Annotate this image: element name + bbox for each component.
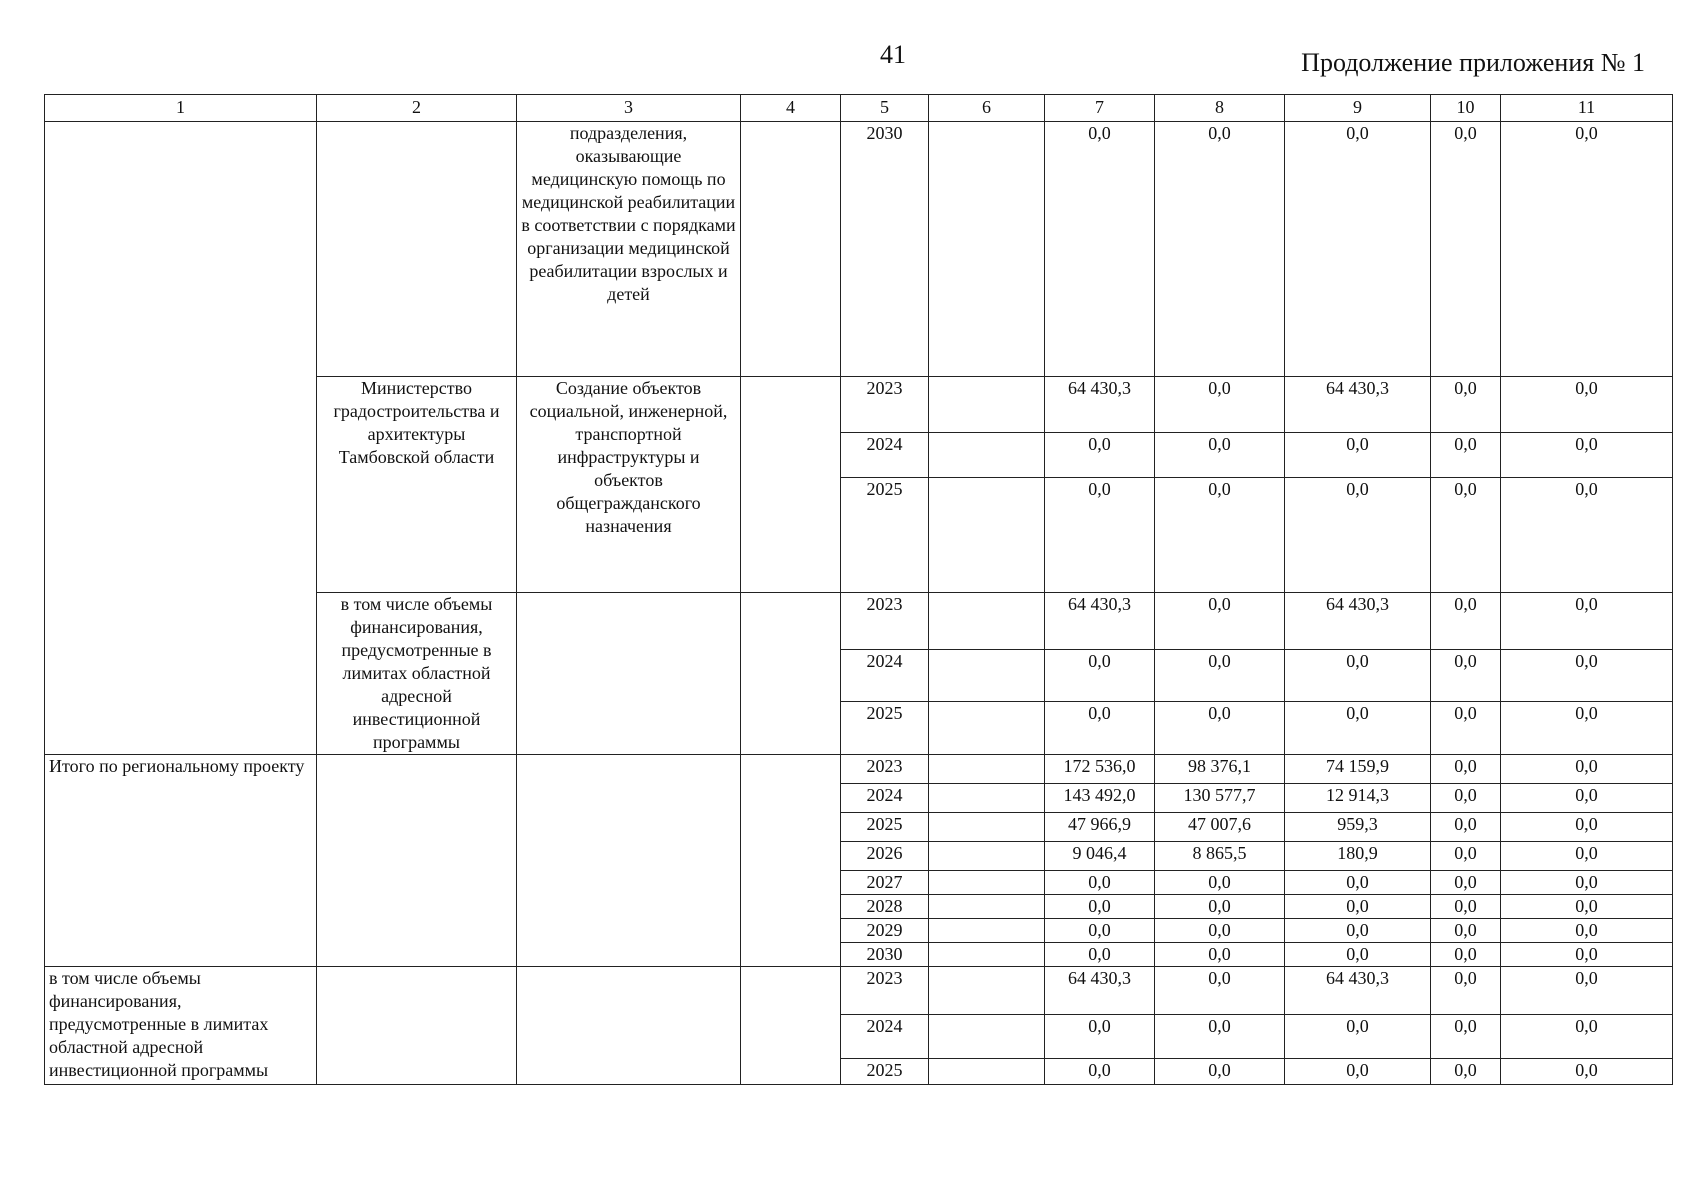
value-cell: 0,0 — [1501, 478, 1673, 593]
value-cell: 0,0 — [1431, 701, 1501, 754]
value-cell: 64 430,3 — [1285, 593, 1431, 650]
value-cell: 0,0 — [1285, 478, 1431, 593]
value-cell: 0,0 — [1501, 784, 1673, 813]
value-cell: 0,0 — [1501, 919, 1673, 943]
value-cell: 0,0 — [1155, 1015, 1285, 1059]
col3-description: Создание объектов социальной, инженерной, транспортной инфраструктуры и объектов общегражданского назначения — [517, 377, 741, 593]
value-cell: 0,0 — [1431, 122, 1501, 377]
col6-cell — [929, 1015, 1045, 1059]
value-cell: 64 430,3 — [1285, 967, 1431, 1015]
value-cell: 0,0 — [1285, 122, 1431, 377]
value-cell: 0,0 — [1155, 943, 1285, 967]
col6-cell — [929, 943, 1045, 967]
value-cell: 0,0 — [1431, 919, 1501, 943]
year-cell: 2023 — [841, 967, 929, 1015]
year-cell: 2024 — [841, 650, 929, 701]
value-cell: 0,0 — [1501, 650, 1673, 701]
value-cell: 0,0 — [1501, 433, 1673, 478]
col6-cell — [929, 377, 1045, 433]
value-cell: 0,0 — [1155, 701, 1285, 754]
year-cell: 2030 — [841, 122, 929, 377]
value-cell: 130 577,7 — [1155, 784, 1285, 813]
year-cell: 2025 — [841, 813, 929, 842]
year-cell: 2024 — [841, 1015, 929, 1059]
value-cell: 0,0 — [1285, 1059, 1431, 1085]
value-cell: 0,0 — [1045, 871, 1155, 895]
value-cell: 0,0 — [1155, 593, 1285, 650]
table-row — [45, 967, 1673, 1015]
page-number: 41 — [880, 40, 906, 69]
table-row — [45, 755, 1673, 784]
value-cell: 172 536,0 — [1045, 755, 1155, 784]
regional-project-total-label: Итого по региональному проекту — [45, 755, 317, 967]
year-cell: 2023 — [841, 377, 929, 433]
value-cell: 0,0 — [1501, 813, 1673, 842]
value-cell: 0,0 — [1155, 1059, 1285, 1085]
value-cell: 0,0 — [1501, 701, 1673, 754]
value-cell: 0,0 — [1431, 593, 1501, 650]
year-cell: 2026 — [841, 842, 929, 871]
value-cell: 0,0 — [1155, 895, 1285, 919]
value-cell: 0,0 — [1155, 433, 1285, 478]
col6-cell — [929, 433, 1045, 478]
value-cell: 0,0 — [1431, 895, 1501, 919]
value-cell: 0,0 — [1431, 650, 1501, 701]
value-cell: 0,0 — [1045, 701, 1155, 754]
col2-empty-cell — [317, 122, 517, 377]
value-cell: 0,0 — [1155, 377, 1285, 433]
col6-cell — [929, 1059, 1045, 1085]
table-row — [45, 122, 1673, 377]
value-cell: 64 430,3 — [1045, 593, 1155, 650]
value-cell: 0,0 — [1501, 895, 1673, 919]
year-cell: 2028 — [841, 895, 929, 919]
col3-empty-cell — [517, 967, 741, 1085]
value-cell: 0,0 — [1285, 433, 1431, 478]
col4-cell — [741, 755, 841, 967]
col6-cell — [929, 871, 1045, 895]
value-cell: 180,9 — [1285, 842, 1431, 871]
value-cell: 0,0 — [1045, 650, 1155, 701]
value-cell: 0,0 — [1285, 701, 1431, 754]
col6-cell — [929, 478, 1045, 593]
value-cell: 0,0 — [1431, 478, 1501, 593]
col-header: 9 — [1285, 95, 1431, 122]
value-cell: 0,0 — [1285, 943, 1431, 967]
value-cell: 0,0 — [1045, 122, 1155, 377]
value-cell: 0,0 — [1431, 377, 1501, 433]
col-header: 1 — [45, 95, 317, 122]
value-cell: 0,0 — [1045, 919, 1155, 943]
col4-cell — [741, 967, 841, 1085]
col-header: 6 — [929, 95, 1045, 122]
value-cell: 0,0 — [1431, 1015, 1501, 1059]
value-cell: 0,0 — [1045, 1059, 1155, 1085]
col3-empty-cell — [517, 593, 741, 755]
value-cell: 64 430,3 — [1045, 377, 1155, 433]
appendix-continuation-label: Продолжение приложения № 1 — [1301, 48, 1645, 77]
value-cell: 47 966,9 — [1045, 813, 1155, 842]
financing-table — [44, 94, 1673, 1085]
col6-cell — [929, 784, 1045, 813]
value-cell: 143 492,0 — [1045, 784, 1155, 813]
col1-empty-cell — [45, 122, 317, 755]
col4-cell — [741, 377, 841, 593]
column-number-header-row — [45, 95, 1673, 122]
value-cell: 0,0 — [1431, 755, 1501, 784]
value-cell: 0,0 — [1501, 122, 1673, 377]
col6-cell — [929, 895, 1045, 919]
value-cell: 64 430,3 — [1285, 377, 1431, 433]
value-cell: 0,0 — [1285, 895, 1431, 919]
col6-cell — [929, 593, 1045, 650]
value-cell: 0,0 — [1501, 871, 1673, 895]
value-cell: 0,0 — [1285, 919, 1431, 943]
value-cell: 0,0 — [1501, 967, 1673, 1015]
value-cell: 0,0 — [1501, 842, 1673, 871]
value-cell: 0,0 — [1155, 650, 1285, 701]
value-cell: 0,0 — [1285, 1015, 1431, 1059]
value-cell: 0,0 — [1045, 433, 1155, 478]
col-header: 2 — [317, 95, 517, 122]
value-cell: 0,0 — [1431, 1059, 1501, 1085]
value-cell: 0,0 — [1431, 967, 1501, 1015]
col4-cell — [741, 122, 841, 377]
year-cell: 2025 — [841, 701, 929, 754]
value-cell: 12 914,3 — [1285, 784, 1431, 813]
year-cell: 2029 — [841, 919, 929, 943]
year-cell: 2030 — [841, 943, 929, 967]
value-cell: 0,0 — [1431, 784, 1501, 813]
value-cell: 0,0 — [1501, 593, 1673, 650]
including-financing-note: в том числе объемы финансирования, предусмотренные в лимитах областной адресной инвестиционной программы — [45, 967, 317, 1085]
value-cell: 0,0 — [1431, 943, 1501, 967]
value-cell: 0,0 — [1155, 967, 1285, 1015]
col6-cell — [929, 813, 1045, 842]
col-header: 8 — [1155, 95, 1285, 122]
value-cell: 0,0 — [1431, 433, 1501, 478]
col6-cell — [929, 755, 1045, 784]
col3-empty-cell — [517, 755, 741, 967]
col2-empty-cell — [317, 755, 517, 967]
col6-cell — [929, 650, 1045, 701]
year-cell: 2025 — [841, 1059, 929, 1085]
year-cell: 2024 — [841, 784, 929, 813]
col6-cell — [929, 967, 1045, 1015]
col-header: 4 — [741, 95, 841, 122]
value-cell: 0,0 — [1501, 1015, 1673, 1059]
col-header: 11 — [1501, 95, 1673, 122]
col6-cell — [929, 701, 1045, 754]
col3-description: подразделения, оказывающие медицинскую помощь по медицинской реабилитации в соответствии с порядками организации медицинской реабилитации взрослых и детей — [517, 122, 741, 377]
year-cell: 2027 — [841, 871, 929, 895]
col6-cell — [929, 122, 1045, 377]
value-cell: 0,0 — [1431, 842, 1501, 871]
value-cell: 0,0 — [1431, 871, 1501, 895]
including-financing-note: в том числе объемы финансирования, предусмотренные в лимитах областной адресной инвестиционной программы — [317, 593, 517, 755]
value-cell: 74 159,9 — [1285, 755, 1431, 784]
year-cell: 2023 — [841, 755, 929, 784]
col-header: 7 — [1045, 95, 1155, 122]
value-cell: 0,0 — [1045, 478, 1155, 593]
value-cell: 8 865,5 — [1155, 842, 1285, 871]
value-cell: 47 007,6 — [1155, 813, 1285, 842]
value-cell: 0,0 — [1501, 1059, 1673, 1085]
value-cell: 0,0 — [1501, 943, 1673, 967]
value-cell: 0,0 — [1155, 871, 1285, 895]
responsible-ministry: Министерство градостроительства и архитектуры Тамбовской области — [317, 377, 517, 593]
value-cell: 0,0 — [1285, 650, 1431, 701]
col-header: 5 — [841, 95, 929, 122]
value-cell: 0,0 — [1501, 377, 1673, 433]
col-header: 3 — [517, 95, 741, 122]
value-cell: 0,0 — [1155, 478, 1285, 593]
value-cell: 0,0 — [1285, 871, 1431, 895]
year-cell: 2024 — [841, 433, 929, 478]
col6-cell — [929, 842, 1045, 871]
value-cell: 64 430,3 — [1045, 967, 1155, 1015]
value-cell: 959,3 — [1285, 813, 1431, 842]
col2-empty-cell — [317, 967, 517, 1085]
value-cell: 98 376,1 — [1155, 755, 1285, 784]
value-cell: 0,0 — [1431, 813, 1501, 842]
year-cell: 2023 — [841, 593, 929, 650]
col6-cell — [929, 919, 1045, 943]
value-cell: 0,0 — [1045, 1015, 1155, 1059]
col-header: 10 — [1431, 95, 1501, 122]
value-cell: 0,0 — [1155, 919, 1285, 943]
col4-cell — [741, 593, 841, 755]
value-cell: 0,0 — [1045, 895, 1155, 919]
value-cell: 0,0 — [1045, 943, 1155, 967]
value-cell: 9 046,4 — [1045, 842, 1155, 871]
year-cell: 2025 — [841, 478, 929, 593]
value-cell: 0,0 — [1501, 755, 1673, 784]
value-cell: 0,0 — [1155, 122, 1285, 377]
